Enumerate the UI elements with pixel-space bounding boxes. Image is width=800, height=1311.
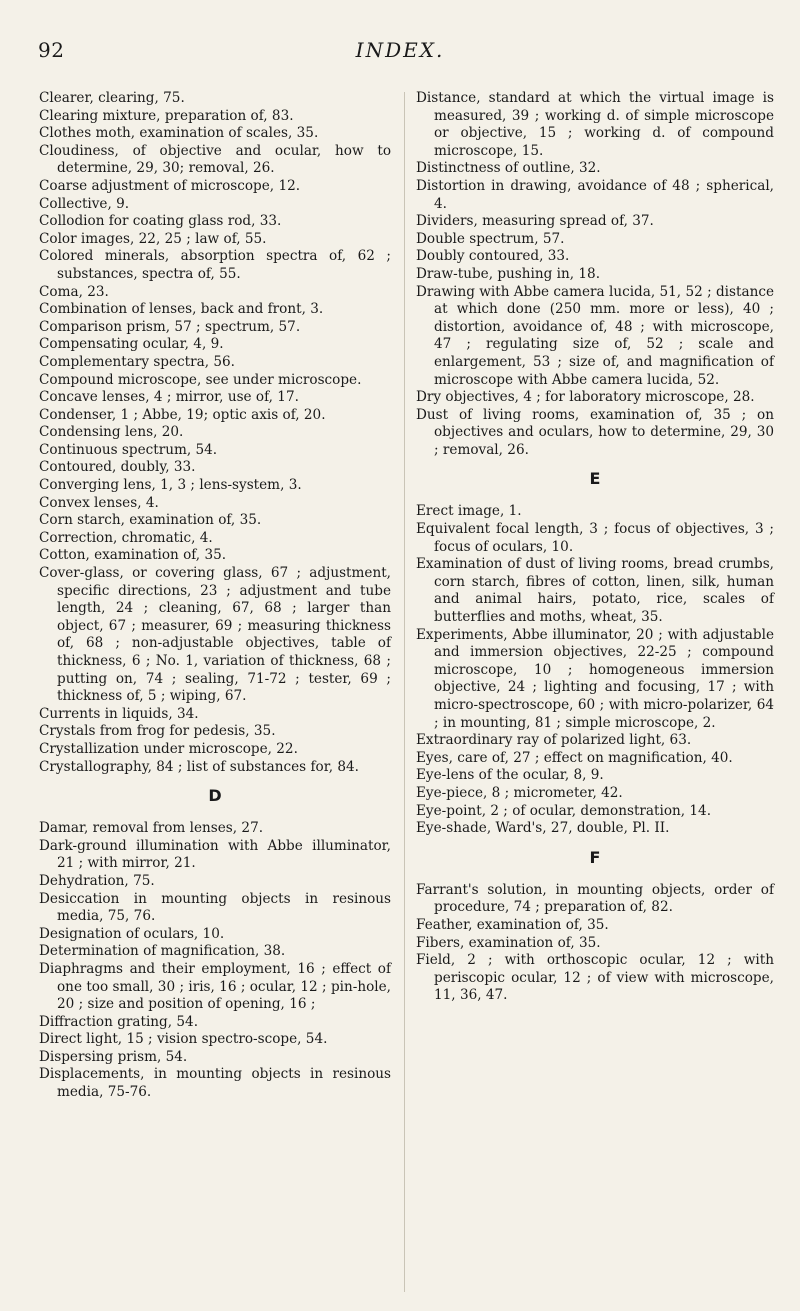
index-entry: Diaphragms and their employment, 16 ; effect of one too small, 30 ; iris, 16 ; ocular, 12 ; pin-hole, 20 ; size and position of opening, 16 ;	[39, 960, 391, 1013]
index-entry: Examination of dust of living rooms, bread crumbs, corn starch, fibres of cotton, linen, silk, human and animal hairs, potato, rice, scales of butterflies and moths, wheat, 35.	[416, 556, 774, 626]
index-entry: Farrant's solution, in mounting objects, order of procedure, 74 ; preparation of, 82.	[416, 881, 774, 916]
running-title: INDEX.	[355, 38, 445, 62]
index-entry: Coarse adjustment of microscope, 12.	[39, 177, 301, 194]
index-entry: Experiments, Abbe illuminator, 20 ; with adjustable and immersion objectives, 22-25 ; compound microscope, 10 ; homogeneous immersion objective, 24 ; lighting and focusing, 17 ; with micro-spectroscope, 60 ; with micro-polarizer, 64 ; in mounting, 81 ; simple microscope, 2.	[416, 626, 774, 731]
index-entry: Determination of magnification, 38.	[39, 943, 286, 960]
index-entry: Distortion in drawing, avoidance of 48 ; spherical, 4.	[416, 177, 774, 212]
index-entry: Clearer, clearing, 75.	[39, 90, 185, 106]
index-entry: Compensating ocular, 4, 9.	[39, 336, 224, 353]
index-entry: Eye-lens of the ocular, 8, 9.	[416, 767, 604, 784]
index-entry: Dehydration, 75.	[39, 872, 155, 889]
index-entry: Diffraction grating, 54.	[39, 1013, 199, 1030]
index-entry: Colored minerals, absorption spectra of, 62 ; substances, spectra of, 55.	[39, 248, 391, 282]
index-entry: Dust of living rooms, examination of, 35 ; on objectives and oculars, how to determine, 29, 30 ; removal, 26.	[416, 406, 774, 458]
index-entry: Draw-tube, pushing in, 18.	[416, 265, 601, 282]
index-entry: Correction, chromatic, 4.	[39, 529, 213, 546]
index-entry: Distance, standard at which the virtual image is measured, 39 ; working d. of simple microscope or objective, 15 ; working d. of compound microscope, 15.	[416, 90, 774, 159]
section-letter: F	[589, 847, 601, 867]
index-entry: Eye-piece, 8 ; micrometer, 42.	[416, 784, 623, 801]
index-entry: Erect image, 1.	[416, 503, 522, 520]
index-entry: Clothes moth, examination of scales, 35.	[39, 125, 319, 142]
index-entry: Cotton, examination of, 35.	[39, 547, 227, 564]
index-entry: Concave lenses, 4 ; mirror, use of, 17.	[39, 389, 299, 406]
index-entry: Drawing with Abbe camera lucida, 51, 52 ; distance at which done (250 mm. more or less), 40 ; distortion, avoidance of, 48 ; with microscope, 47 ; regulating size of, 52 ; scale and enlargement, 53 ; size of, and magnification of microscope with Abbe camera lucida, 52.	[416, 283, 774, 388]
index-entry: Eye-point, 2 ; of ocular, demonstration, 14.	[416, 802, 712, 819]
index-entry: Comparison prism, 57 ; spectrum, 57.	[39, 318, 301, 335]
index-entry: Damar, removal from lenses, 27.	[39, 820, 264, 837]
index-entry: Equivalent focal length, 3 ; focus of objectives, 3 ; focus of oculars, 10.	[416, 521, 774, 555]
index-entry: Cover-glass, or covering glass, 67 ; adjustment, specific directions, 23 ; adjustment and tube length, 24 ; cleaning, 67, 68 ; larger than object, 67 ; measurer, 69 ; measuring thickness of, 68 ; non-adjustable objectives, table of thickness, 6 ; No. 1, variation of thickness, 68 ; putting on, 74 ; sealing, 71-72 ; tester, 69 ; thickness of, 5 ; wiping, 67.	[39, 565, 391, 705]
index-entry: Compound microscope, see under microscope.	[39, 371, 362, 388]
index-entry: Contoured, doubly, 33.	[39, 459, 196, 476]
index-entry: Eye-shade, Ward's, 27, double, Pl. II.	[416, 820, 670, 837]
page-header	[0, 38, 800, 68]
page-number: 92	[38, 38, 65, 62]
index-entry: Eyes, care of, 27 ; effect on magnification, 40.	[416, 749, 733, 766]
index-entry: Coma, 23.	[39, 283, 109, 300]
index-entry: Dry objectives, 4 ; for laboratory microscope, 28.	[416, 389, 755, 406]
index-entry: Dark-ground illumination with Abbe illuminator, 21 ; with mirror, 21.	[39, 837, 391, 872]
index-entry: Collective, 9.	[39, 195, 130, 212]
index-entry: Continuous spectrum, 54.	[39, 441, 218, 458]
index-entry: Dividers, measuring spread of, 37.	[416, 213, 654, 230]
index-entry: Condenser, 1 ; Abbe, 19; optic axis of, 20.	[39, 406, 326, 423]
index-entry: Designation of oculars, 10.	[39, 925, 225, 942]
index-entry: Feather, examination of, 35.	[416, 916, 609, 933]
index-entry: Crystallization under microscope, 22.	[39, 740, 298, 757]
index-entry: Field, 2 ; with orthoscopic ocular, 12 ; with periscopic ocular, 12 ; of view with microscope, 11, 36, 47.	[416, 952, 774, 1004]
section-letter: E	[589, 469, 601, 489]
index-entry: Converging lens, 1, 3 ; lens-system, 3.	[39, 477, 302, 494]
index-entry: Collodion for coating glass rod, 33.	[39, 213, 282, 230]
index-entry: Condensing lens, 20.	[39, 424, 184, 441]
index-entry: Combination of lenses, back and front, 3.	[39, 301, 324, 318]
index-entry: Cloudiness, of objective and ocular, how to determine, 29, 30; removal, 26.	[39, 142, 391, 177]
index-entry: Dispersing prism, 54.	[39, 1048, 188, 1065]
right-column	[416, 90, 774, 1005]
section-letter: D	[208, 786, 222, 806]
index-entry: Double spectrum, 57.	[416, 230, 565, 247]
index-entry: Displacements, in mounting objects in resinous media, 75-76.	[39, 1066, 391, 1101]
index-entry: Crystals from frog for pedesis, 35.	[39, 723, 276, 740]
index-entry: Color images, 22, 25 ; law of, 55.	[39, 230, 267, 247]
index-entry: Desiccation in mounting objects in resinous media, 75, 76.	[39, 890, 391, 925]
column-divider	[404, 92, 405, 1292]
index-entry: Crystallography, 84 ; list of substances for, 84.	[39, 758, 359, 775]
index-entry: Extraordinary ray of polarized light, 63.	[416, 732, 692, 749]
index-entry: Clearing mixture, preparation of, 83.	[39, 107, 294, 124]
index-entry: Corn starch, examination of, 35.	[39, 512, 262, 529]
index-entry: Fibers, examination of, 35.	[416, 934, 601, 951]
index-entry: Direct light, 15 ; vision spectro-scope, 54.	[39, 1031, 328, 1048]
index-entry: Distinctness of outline, 32.	[416, 160, 601, 177]
index-entry: Convex lenses, 4.	[39, 494, 159, 511]
index-entry: Complementary spectra, 56.	[39, 353, 235, 370]
left-column	[39, 90, 391, 1102]
index-entry: Doubly contoured, 33.	[416, 248, 570, 265]
index-entry: Currents in liquids, 34.	[39, 705, 199, 722]
